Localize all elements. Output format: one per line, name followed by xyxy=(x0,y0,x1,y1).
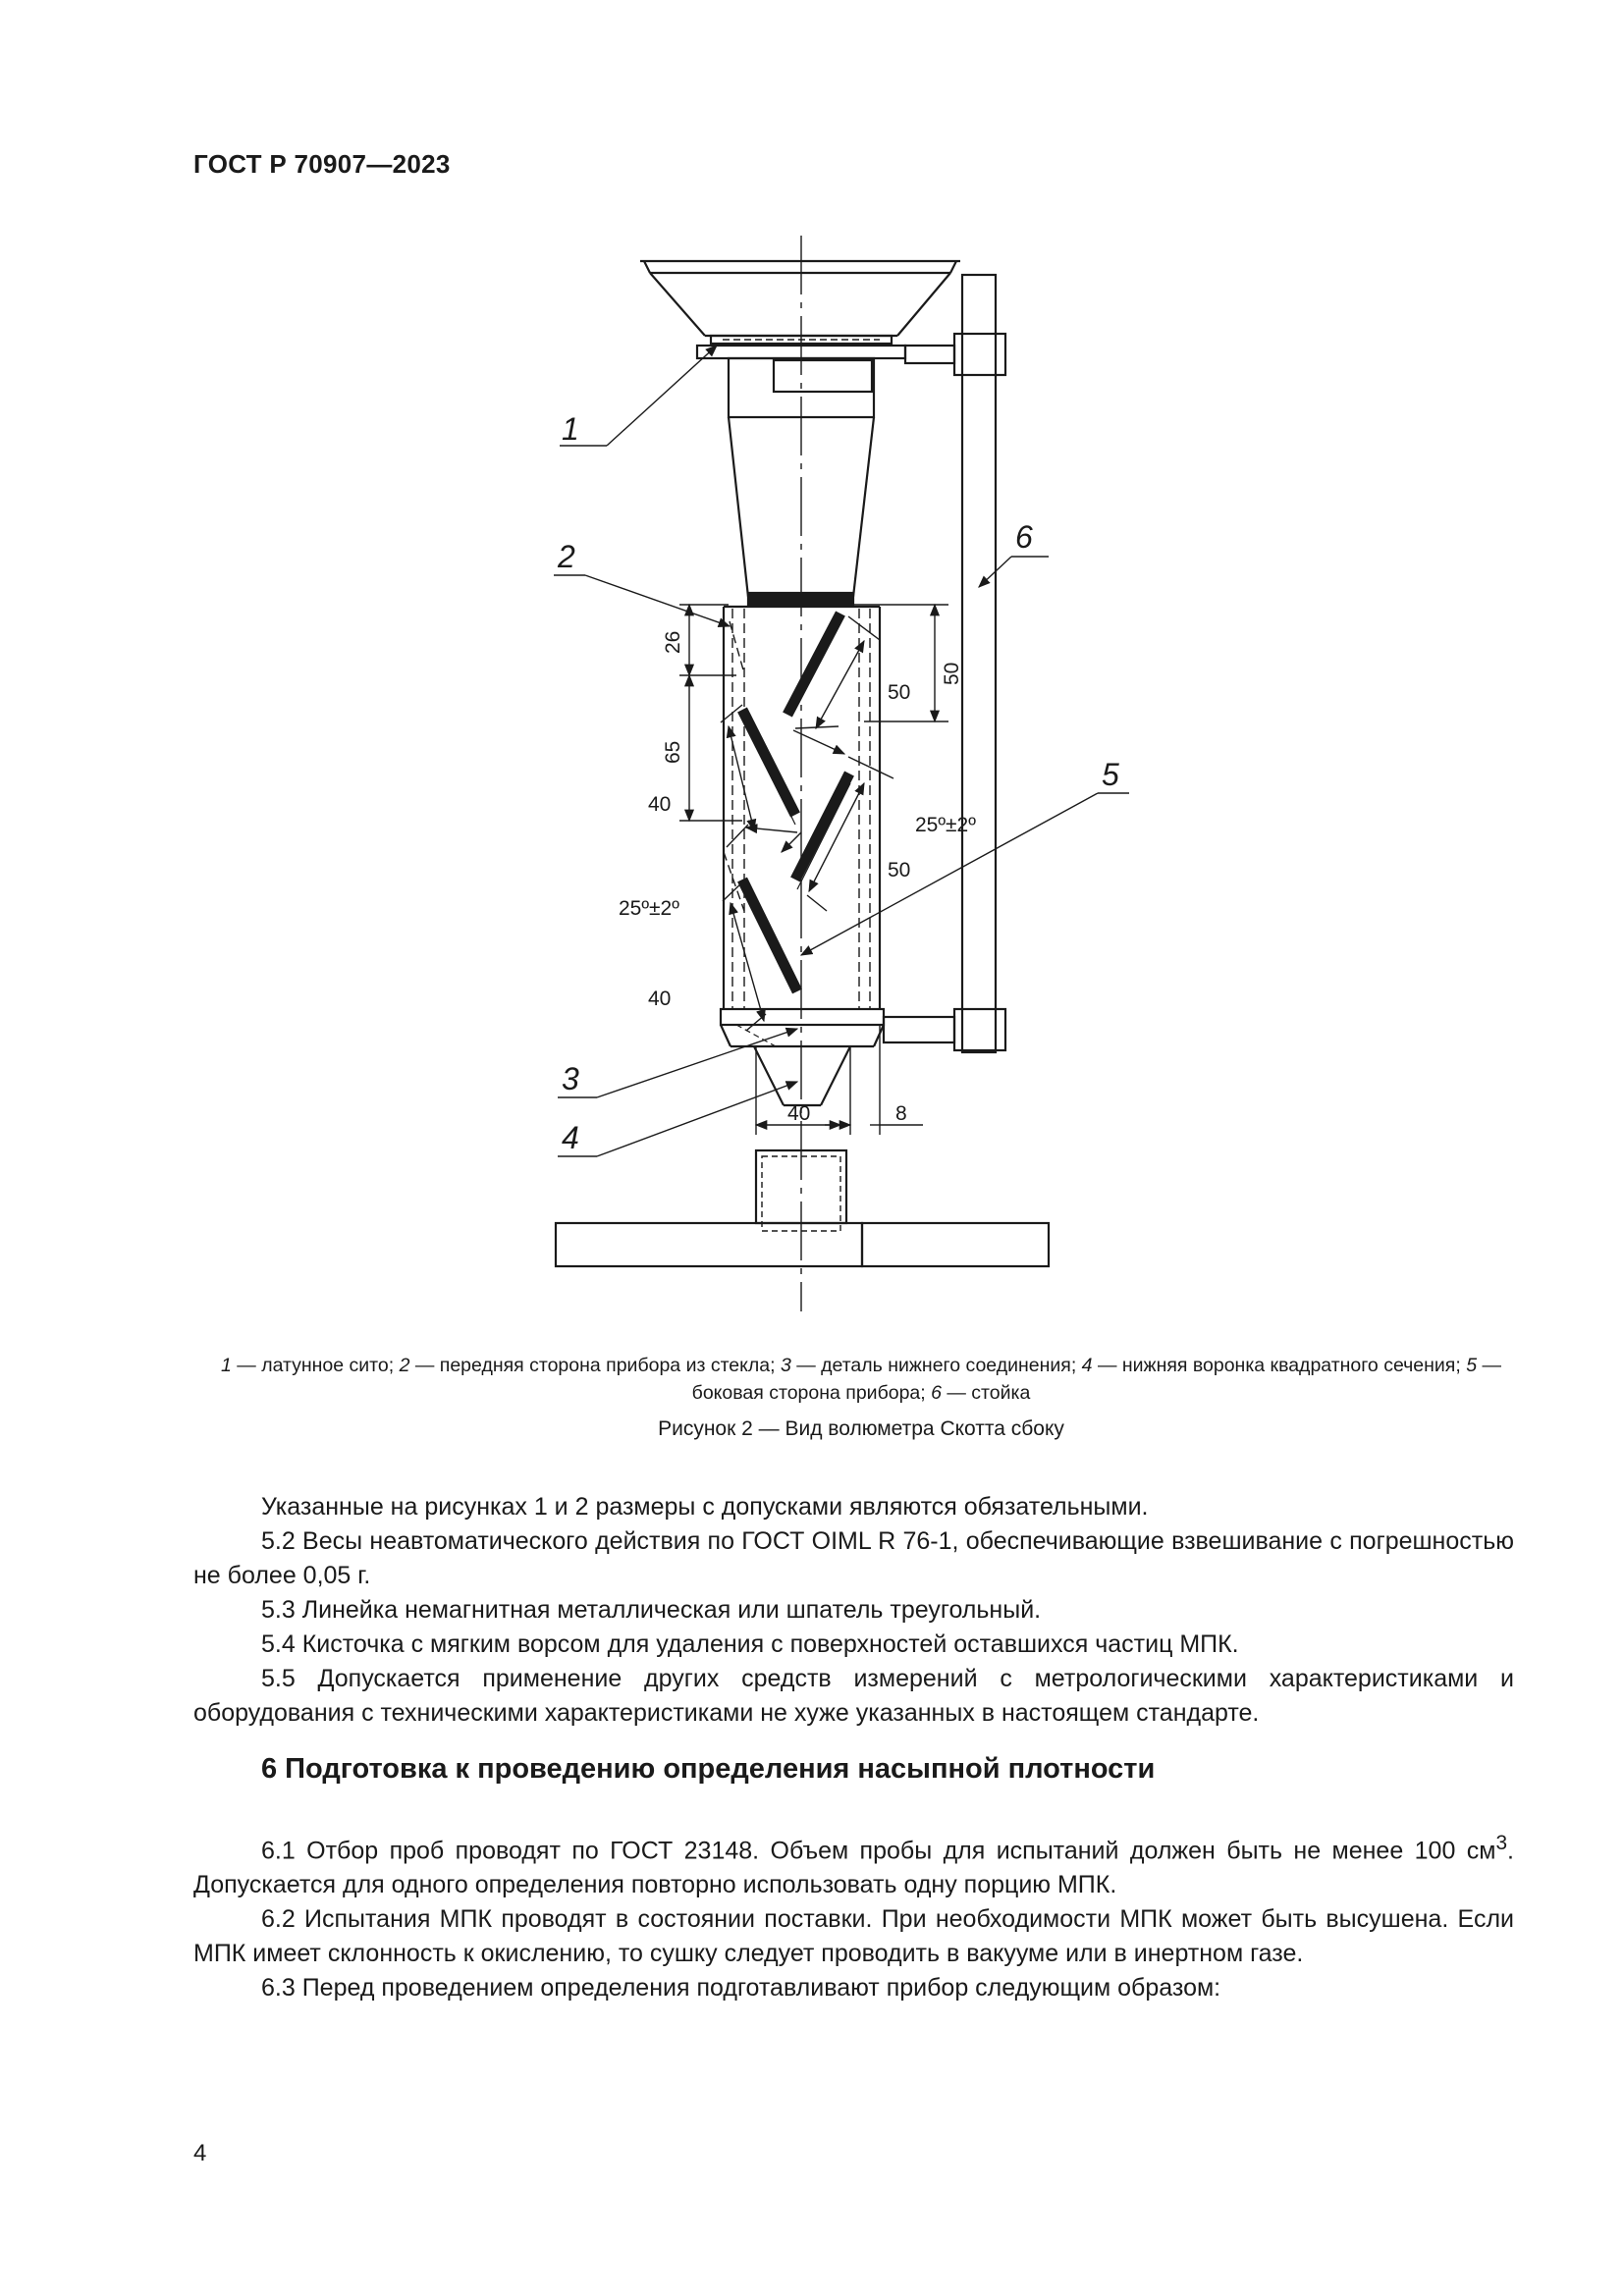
figure-legend: 1 — латунное сито; 2 — передняя сторона прибора из стекла; 3 — деталь нижнего соединения; 4 — нижняя воронка квадратного сечения; 5 — боковая сторона прибора; 6 — стойка xyxy=(221,1355,1501,1404)
page-number: 4 xyxy=(193,2140,207,2166)
callout-leaders xyxy=(554,346,1129,1156)
dim-50-upper: 50 xyxy=(888,681,911,704)
callout-3: 3 xyxy=(562,1061,579,1096)
paragraph-dimensions-note: Указанные на рисунках 1 и 2 размеры с допусками являются обязательными. xyxy=(261,1493,1149,1521)
section-6-heading: 6 Подготовка к проведению определения насыпной плотности xyxy=(261,1753,1156,1785)
paragraph-5-3: 5.3 Линейка немагнитная металлическая или шпатель треугольный. xyxy=(261,1596,1042,1624)
paragraph-6-2: 6.2 Испытания МПК проводят в состоянии поставки. При необходимости МПК может быть высушена. Если МПК имеет склонность к окислению, то сушку следует проводить в вакууме или в инертном газе. xyxy=(193,1905,1514,1968)
callout-6: 6 xyxy=(1015,519,1033,555)
dim-50-lower: 50 xyxy=(888,859,911,881)
baffle-plate xyxy=(742,710,795,815)
callout-1: 1 xyxy=(562,411,579,447)
callout-5: 5 xyxy=(1102,757,1119,792)
lower-connection-and-funnel xyxy=(721,1009,884,1105)
dim-40-upper: 40 xyxy=(648,793,672,816)
paragraph-6-3: 6.3 Перед проведением определения подготавливают прибор следующим образом: xyxy=(261,1974,1221,2002)
paragraph-6-1: 6.1 Отбор проб проводят по ГОСТ 23148. Объем пробы для испытаний должен быть не менее 100 $см^3$. Допускается для одного определения повторно использовать одну порцию МПК. xyxy=(193,1832,1514,1899)
figure-title: Рисунок 2 — Вид волюметра Скотта сбоку xyxy=(658,1417,1064,1440)
top-funnel xyxy=(640,261,960,336)
dim-40-bottom: 40 xyxy=(787,1102,811,1125)
dim-65: 65 xyxy=(662,740,684,764)
section-6-text xyxy=(193,1826,1514,2005)
document-code-header: ГОСТ Р 70907—2023 xyxy=(193,149,451,179)
scott-volumeter-side-view-figure xyxy=(550,224,1159,1323)
callout-2: 2 xyxy=(558,539,575,574)
paragraph-5-4: 5.4 Кисточка с мягким ворсом для удаления с поверхностей оставшихся частиц МПК. xyxy=(261,1630,1239,1658)
section-5-text xyxy=(193,1490,1514,1731)
paragraph-5-2: 5.2 Весы неавтоматического действия по ГОСТ OIML R 76-1, обеспечивающие взвешивание с погрешностью не более 0,05 г. xyxy=(193,1527,1514,1589)
dim-26: 26 xyxy=(662,630,684,654)
dim-angle-left: 25º±2º xyxy=(619,897,679,920)
dim-40-lower: 40 xyxy=(648,988,672,1010)
baffle-plate xyxy=(795,774,849,880)
dim-8: 8 xyxy=(895,1102,907,1125)
base-and-cup xyxy=(556,1150,1049,1266)
dim-angle-right: 25º±2º xyxy=(915,814,976,836)
callout-4: 4 xyxy=(562,1120,579,1155)
paragraph-5-5: 5.5 Допускается применение других средств измерений с метрологическими характеристиками и оборудования с техническими характеристиками не хуже указанных в настоящем стандарте. xyxy=(193,1665,1514,1727)
dim-50-vertical: 50 xyxy=(941,662,963,685)
